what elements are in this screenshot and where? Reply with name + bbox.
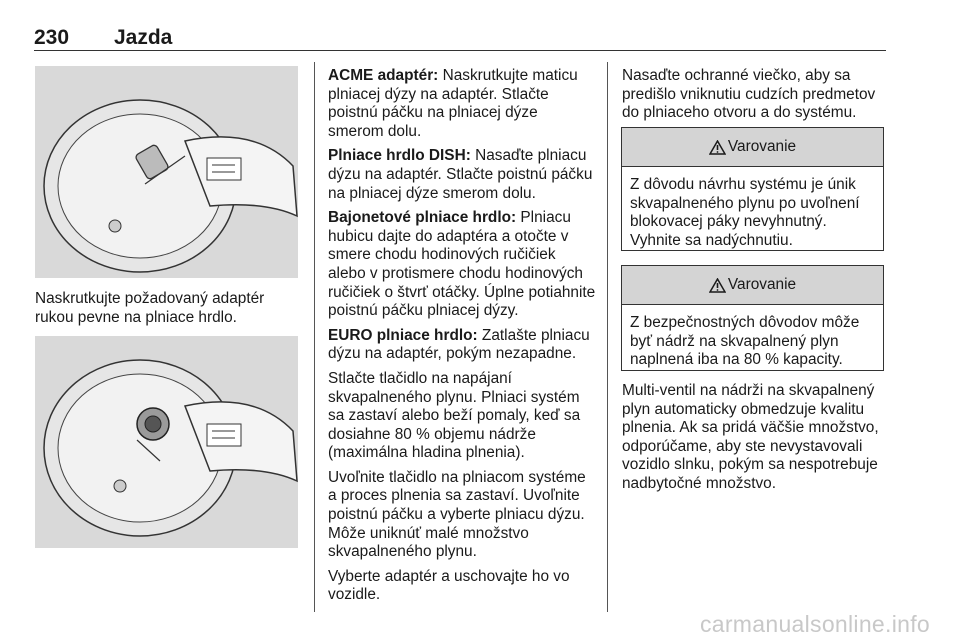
watermark: carmanualsonline.info: [699, 611, 930, 637]
paragraph-press-button: Stlačte tlačidlo na napájaní skvapalneného plynu. Plniaci systém sa zastaví alebo beží pomaly, keď sa dosiahne 80 % objemu nádrže (maximálna hladina plnenia).: [328, 369, 581, 462]
warning-triangle-icon: [709, 278, 726, 293]
text-dish: Nasaďte plniacu dýzu na adaptér. Stlačte poistnú páčku na plniacej dýze smerom dolu.: [328, 147, 593, 202]
column-divider-2: [607, 62, 608, 612]
warning-header-1: [622, 128, 883, 167]
term-bayonet: Bajonetové plniace hrdlo:: [328, 209, 517, 227]
warning-text-1: Z dôvodu návrhu systému je únik skvapalneného plynu po uvoľnení blokovacej páky nevyhnutný. Vyhnite sa nadýchnutiu.: [630, 176, 860, 249]
page-header: [34, 26, 886, 50]
paragraph-bayonet: [328, 209, 596, 321]
warning-header-2: [622, 266, 883, 305]
term-acme: ACME adaptér:: [328, 67, 439, 84]
fuel-flap-illustration-2: [35, 336, 298, 548]
right-outro: Multi-ventil na nádrži na skvapalnený plyn automaticky obmedzuje kvalitu plnenia. Ak sa pridá väčšie množstvo, odporúčame, aby ste nevystavovali vozidlo slnku, pokým sa nespotrebuje nadbytočné množstvo.: [622, 382, 879, 492]
paragraph-euro: [328, 327, 596, 364]
section-title: Jazda: [114, 26, 173, 49]
warning-title-1: Varovanie: [727, 138, 797, 155]
warning-triangle-icon: [709, 140, 726, 155]
warning-text-2: Z bezpečnostných dôvodov môže byť nádrž na skvapalnený plyn naplnená iba na 80 % kapacity.: [630, 314, 860, 369]
page-number: 230: [34, 26, 70, 49]
header-rule: [34, 50, 886, 51]
term-euro: EURO plniace hrdlo:: [328, 326, 478, 344]
fuel-flap-drawing-2: [35, 336, 298, 548]
fuel-flap-illustration-1: [35, 66, 298, 278]
paragraph-remove-adapter: Vyberte adaptér a uschovajte ho vo vozidle.: [328, 567, 570, 604]
warning-box-2: [621, 265, 884, 371]
fuel-flap-drawing-1: [35, 66, 298, 278]
middle-column: [328, 67, 596, 611]
warning-box-1: [621, 127, 884, 251]
text-euro: Zatlašte plniacu dýzu na adaptér, pokým nezapadne.: [328, 326, 590, 363]
paragraph-release-button: Uvoľnite tlačidlo na plniacom systéme a proces plnenia sa zastaví. Uvoľnite poistnú páčku a vyberte plniacu dýzu. Môže uniknúť malé množstvo skvapalneného plynu.: [328, 468, 586, 561]
warning-title-2: Varovanie: [727, 276, 797, 293]
paragraph-acme: [328, 67, 596, 141]
text-acme: Naskrutkujte maticu plniacej dýzy na adaptér. Stlačte poistnú páčku na plniacej dýze smerom dolu.: [328, 67, 578, 140]
column-divider-1: [314, 62, 315, 612]
term-dish: Plniace hrdlo DISH:: [328, 147, 471, 165]
right-intro: Nasaďte ochranné viečko, aby sa predišlo vniknutiu cudzích predmetov do plniaceho otvoru a do systému.: [622, 67, 876, 122]
paragraph-dish: [328, 147, 596, 203]
figure-caption: Naskrutkujte požadovaný adaptér rukou pevne na plniace hrdlo.: [35, 290, 265, 326]
text-bayonet: Plniacu hubicu dajte do adaptéra a otočte v smere chodu hodinových ručičiek alebo v protismere chodu hodinových ručičiek o štvrť otáčky. Úplne potiahnite poistnú páčku plniacej dýzy.: [328, 209, 596, 320]
